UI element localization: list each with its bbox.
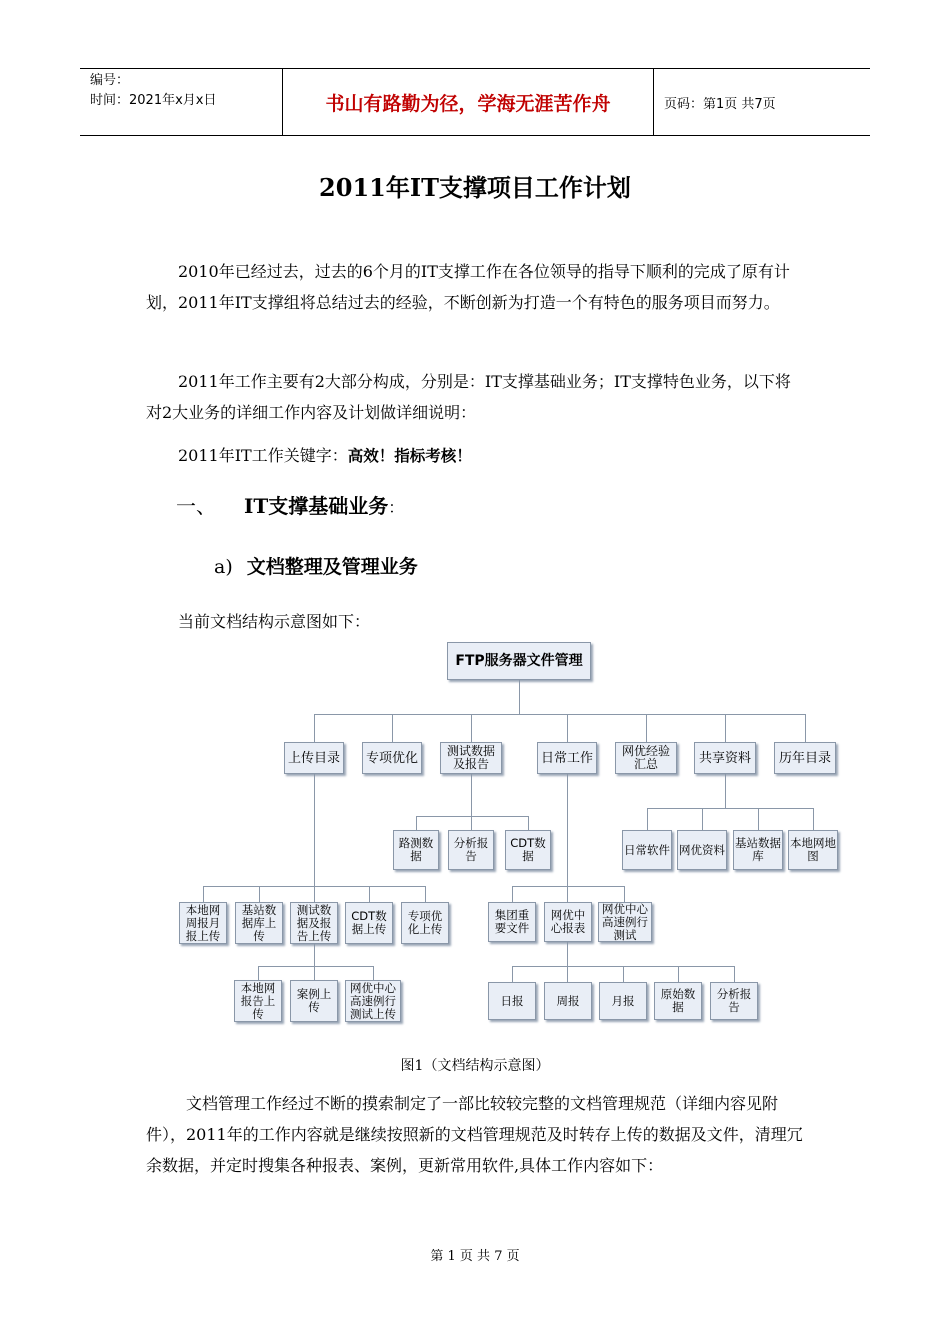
connector	[471, 816, 472, 830]
diagram-node-test-data: 测试数据及报告	[440, 742, 502, 774]
diagram-node-group-docs: 集团重要文件	[488, 902, 536, 942]
connector	[805, 714, 806, 742]
figure-caption: 图1（文档结构示意图）	[400, 1058, 550, 1074]
diagram-node-cdt-upload: CDT数据上传	[345, 902, 393, 944]
diagram-node-case-upload: 案例上传	[290, 980, 338, 1022]
connector	[519, 680, 520, 714]
connector	[259, 886, 260, 902]
diagram-node-local-report-upload: 本地网报告上传	[234, 980, 282, 1022]
connector	[258, 966, 373, 967]
paragraph-intro	[146, 256, 806, 318]
diagram-node-network-docs: 网优资料	[677, 830, 727, 870]
connector	[624, 886, 625, 902]
connector	[702, 808, 703, 830]
subsection-heading-a	[214, 552, 418, 579]
section-title: IT支撑基础业务	[244, 494, 389, 518]
number-label: 编号：	[90, 73, 130, 88]
paragraph-doc-management-text: 文档管理工作经过不断的摸索制定了一部比较较完整的文档管理规范（详细内容见附件），2011年的工作内容就是继续按照新的文档管理规范及时转存上传的数据及文件，清理冗余数据，并定时搜集各种报表、案例，更新常用软件,具体工作内容如下：	[146, 1094, 803, 1175]
connector	[314, 714, 315, 742]
paragraph-intro-text: 2010年已经过去，过去的6个月的IT支撑工作在各位领导的指导下顺利的完成了原有计划，2011年IT支撑组将总结过去的经验，不断创新为打造一个有特色的服务项目而努力。	[146, 262, 790, 312]
subsection-number: a)	[214, 556, 233, 578]
connector	[512, 886, 624, 887]
diagram-node-analysis: 分析报告	[710, 982, 758, 1020]
diagram-node-highway-test: 网优中心高速例行测试	[598, 902, 652, 942]
connector	[203, 886, 204, 902]
paragraph-diagram-intro-text: 当前文档结构示意图如下：	[178, 612, 371, 631]
diagram-node-shared: 共享资料	[694, 742, 756, 774]
paragraph-keywords	[146, 440, 806, 472]
header-motto: 书山有路勤为径，学海无涯苦作舟	[282, 69, 654, 135]
diagram-node-center-reports: 网优中心报表	[544, 902, 592, 942]
connector	[646, 714, 647, 742]
connector	[471, 774, 472, 816]
paragraph-structure	[146, 366, 806, 428]
connector	[567, 886, 568, 902]
diagram-node-highway-test-upload: 网优中心高速例行测试上传	[345, 980, 401, 1022]
connector	[203, 886, 425, 887]
connector	[647, 808, 648, 830]
header-meta	[80, 69, 282, 135]
subsection-title: 文档整理及管理业务	[246, 556, 418, 578]
section-suffix: ：	[388, 498, 405, 517]
diagram-node-local-map: 本地网地图	[788, 830, 838, 870]
connector	[416, 816, 417, 830]
connector	[567, 774, 568, 886]
header-page-info: 页码：第1页 共7页	[664, 96, 776, 112]
diagram-node-daily-software: 日常软件	[622, 830, 672, 870]
connector	[314, 886, 315, 902]
diagram-node-daily-report: 日报	[488, 982, 536, 1020]
diagram-node-bts-upload: 基站数据库上传	[235, 902, 283, 944]
connector	[314, 774, 315, 886]
connector	[567, 714, 568, 742]
connector	[512, 966, 513, 982]
connector	[392, 714, 393, 742]
diagram-node-weekly-report: 周报	[544, 982, 592, 1020]
keywords-prefix: 2011年IT工作关键字：	[178, 446, 348, 465]
connector	[647, 808, 813, 809]
diagram-node-experience: 网优经验汇总	[615, 742, 677, 774]
connector	[567, 942, 568, 966]
diagram-node-analysis-report: 分析报告	[448, 830, 494, 870]
diagram-node-cdt-data: CDT数据	[505, 830, 551, 870]
paragraph-structure-text: 2011年工作主要有2大部分构成，分别是：IT支撑基础业务；IT支撑特色业务，以下将对2大业务的详细工作内容及计划做详细说明：	[146, 372, 791, 422]
paragraph-doc-management	[146, 1088, 806, 1181]
document-header	[80, 68, 870, 136]
section-number: 一、	[176, 494, 216, 518]
connector	[314, 966, 315, 980]
diagram-root-node: FTP服务器文件管理	[447, 642, 591, 680]
page-footer: 第 1 页 共 7 页	[430, 1249, 520, 1264]
connector	[512, 966, 734, 967]
diagram-node-bts-db: 基站数据库	[733, 830, 783, 870]
connector	[813, 808, 814, 830]
connector	[725, 714, 726, 742]
time-label: 时间：2021年x月x日	[90, 93, 217, 108]
diagram-node-drive-test: 路测数据	[393, 830, 439, 870]
connector	[258, 966, 259, 980]
connector	[314, 944, 315, 966]
diagram-node-history: 历年目录	[774, 742, 836, 774]
keywords-text: 高效！指标考核！	[347, 447, 472, 465]
section-heading-1	[176, 490, 404, 519]
diagram-node-upload: 上传目录	[284, 742, 344, 774]
connector	[758, 808, 759, 830]
connector	[471, 714, 472, 742]
connector	[512, 886, 513, 902]
connector	[567, 966, 568, 982]
connector	[416, 816, 528, 817]
connector	[314, 714, 805, 715]
diagram-node-special-upload: 专项优化上传	[401, 902, 449, 944]
diagram-node-special-opt: 专项优化	[362, 742, 422, 774]
diagram-node-report-upload: 本地网周报月报上传	[179, 902, 227, 944]
connector	[734, 966, 735, 982]
connector	[425, 886, 426, 902]
connector	[623, 966, 624, 982]
paragraph-diagram-intro	[146, 606, 806, 637]
connector	[369, 886, 370, 902]
document-title: 2011年IT支撑项目工作计划	[319, 173, 631, 202]
connector	[725, 774, 726, 808]
diagram-node-raw-data: 原始数据	[654, 982, 702, 1020]
connector	[678, 966, 679, 982]
diagram-node-daily-work: 日常工作	[537, 742, 597, 774]
diagram-node-test-upload: 测试数据及报告上传	[290, 902, 338, 944]
connector	[528, 816, 529, 830]
connector	[373, 966, 374, 980]
diagram-node-monthly-report: 月报	[599, 982, 647, 1020]
